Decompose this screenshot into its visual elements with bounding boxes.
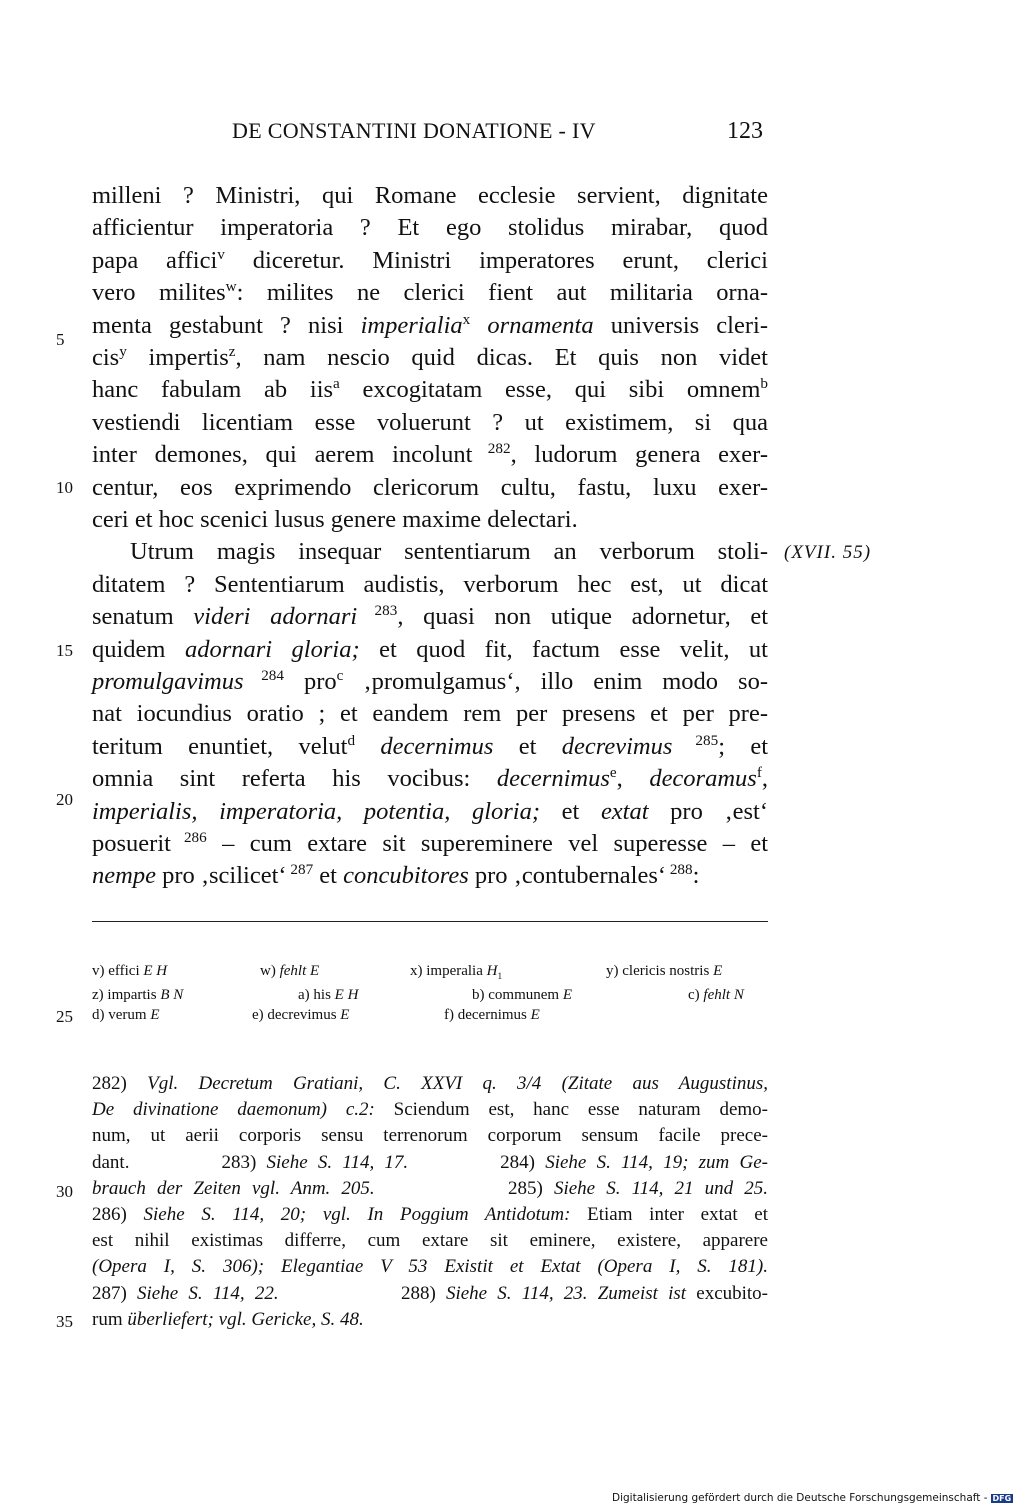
footnote-line: 282) Vgl. Decretum Gratiani, C. XXVI q. 3/4 (Zitate aus Augustinus, (92, 1073, 769, 1094)
apparatus-entry: d) verum E (92, 1007, 160, 1023)
text-line: papa affici$^v$ diceretur. Ministri imperatores erunt, clerici (92, 245, 768, 274)
dfg-logo: DFG (992, 1493, 1012, 1503)
line-number: 20 (56, 790, 73, 809)
digitization-credit (612, 1492, 1013, 1504)
line-number: 15 (56, 641, 73, 660)
apparatus-entry: b) communem E (472, 987, 572, 1003)
footnote-line: 286) Siehe S. 114, 20; vgl. In Poggium Antidotum: Etiam inter extat et (92, 1204, 768, 1225)
text-line: hanc fabulam ab iis$^a$ excogitatam esse, qui sibi omnem$^b$ (92, 375, 768, 404)
apparatus-entry: a) his E H (298, 987, 359, 1003)
text-line: posuerit $^{286}$ – cum extare sit supereminere vel superesse – et (92, 828, 768, 857)
text-line: menta gestabunt ? nisi imperialia$^x$ ornamenta universis cleri- (92, 310, 768, 339)
text-line: vestiendi licentiam esse voluerunt ? ut existimem, si qua (92, 408, 768, 436)
footnote-rule (92, 921, 768, 922)
line-number: 30 (56, 1182, 73, 1201)
apparatus-entry: z) impartis B N (92, 987, 184, 1003)
footnote-line: rum überliefert; vgl. Gericke, S. 48. (92, 1308, 364, 1330)
footnote-line: est nihil existimas differre, cum extare sit eminere, existere, apparere (92, 1230, 768, 1252)
line-number: 10 (56, 478, 73, 497)
text-line: afficientur imperatoria ? Et ego stolidus mirabar, quod (92, 214, 768, 242)
apparatus-entry: f) decernimus E (444, 1007, 540, 1023)
text-line: senatum videri adornari $^{283}$, quasi non utique adornetur, et (92, 602, 769, 631)
text-line: inter demones, qui aerem incolunt $^{282}$, ludorum genera exer- (92, 440, 768, 469)
running-title: DE CONSTANTINI DONATIONE - IV (232, 118, 596, 143)
apparatus-entry: v) effici E H (92, 963, 168, 979)
line-number: 5 (56, 330, 65, 349)
text-line: teritum enuntiet, velut$^d$ decernimus et decrevimus $^{285}$; et (92, 731, 769, 760)
text-line: vero milites$^w$: milites ne clerici fient aut militaria orna- (92, 278, 768, 307)
text-line: nempe pro ‚scilicet‘ $^{287}$ et concubitores pro ‚contubernales‘ $^{288}$: (92, 861, 700, 890)
page-number: 123 (727, 118, 763, 144)
text-line: promulgavimus $^{284}$ pro$^c$ ‚promulgamus‘, illo enim modo so- (92, 666, 768, 695)
apparatus-entry: y) clericis nostris E (606, 963, 723, 979)
footnote-line: num, ut aerii corporis sensu terrenorum corporum sensum facile prece- (92, 1125, 768, 1147)
line-number: 25 (56, 1007, 73, 1026)
text-line: imperialis, imperatoria, potentia, gloria; et extat pro ‚est‘ (92, 797, 768, 825)
text-line: quidem adornari gloria; et quod fit, factum esse velit, ut (92, 635, 768, 663)
footnote-line: De divinatione daemonum) c.2: Sciendum est, hanc esse naturam demo- (92, 1099, 768, 1121)
text-line: cis$^y$ impertis$^z$, nam nescio quid dicas. Et quis non videt (92, 342, 768, 371)
text-line: omnia sint referta his vocibus: decernimus$^e$, decoramus$^f$, (92, 764, 769, 793)
footnote-line: dant. 283) Siehe S. 114, 17. 284) Siehe S. 114, 19; zum Ge- (92, 1151, 768, 1173)
margin-reference: (XVII. 55) (784, 542, 872, 563)
text-line: ceri et hoc scenici lusus genere maxime delectari. (92, 506, 578, 533)
apparatus-entry: e) decrevimus E (252, 1007, 350, 1023)
text-line: ditatem ? Sententiarum audistis, verborum hec est, ut dicat (92, 570, 768, 598)
apparatus-entry: x) imperalia $H_1$ (410, 963, 503, 982)
text-line: centur, eos exprimendo clericorum cultu, fastu, luxu exer- (92, 473, 768, 501)
credit-text: Digitalisierung gefördert durch die Deutsche Forschungsgemeinschaft - (612, 1492, 988, 1504)
text-line: nat iocundius oratio ; et eandem rem per presens et per pre- (92, 700, 768, 728)
line-number: 35 (56, 1312, 73, 1331)
text-line: milleni ? Ministri, qui Romane ecclesie servient, dignitate (92, 182, 768, 209)
text-line: Utrum magis insequar sententiarum an verborum stoli- (130, 538, 768, 566)
footnote-line: 287) Siehe S. 114, 22. 288) Siehe S. 114, 23. Zumeist ist excubito- (92, 1282, 769, 1304)
apparatus-entry: w) fehlt E (260, 963, 320, 979)
footnote-line: brauch der Zeiten vgl. Anm. 205. 285) Siehe S. 114, 21 und 25. (92, 1177, 768, 1199)
apparatus-entry: c) fehlt N (688, 987, 744, 1003)
footnote-line: (Opera I, S. 306); Elegantiae V 53 Existit et Extat (Opera I, S. 181). (92, 1256, 768, 1278)
